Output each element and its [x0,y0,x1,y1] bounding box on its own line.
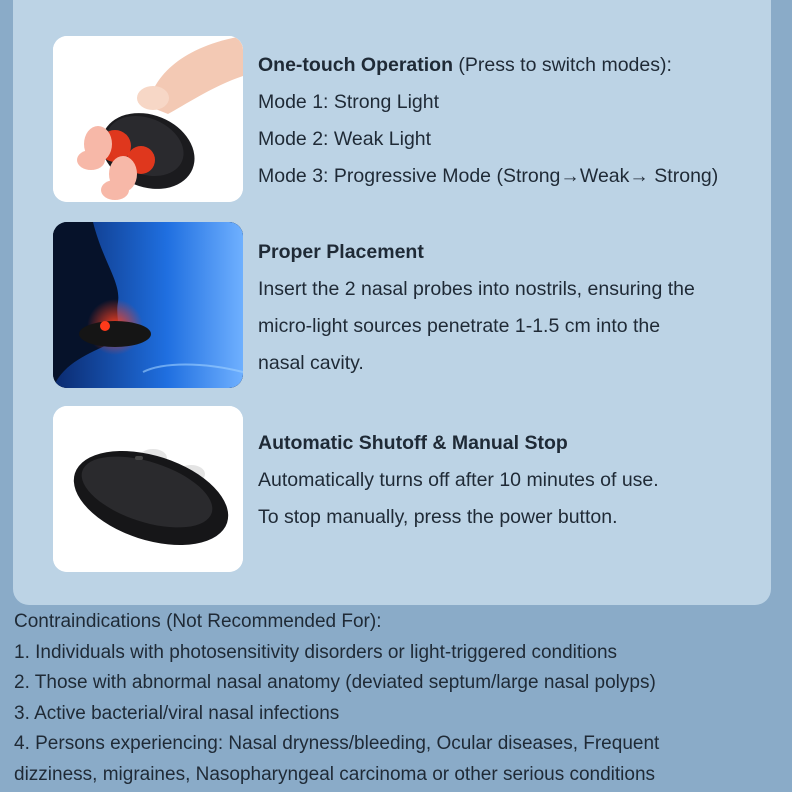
feature-line: To stop manually, press the power button. [258,506,618,528]
list-item: 4. Persons experiencing: Nasal dryness/bleeding, Ocular diseases, Frequent [14,733,660,754]
nose-placement-icon [53,222,243,388]
feature-line: Mode 2: Weak Light [258,128,432,150]
feature-placement-text [258,222,768,382]
feature-title: Automatic Shutoff & Manual Stop [258,432,568,454]
device-icon [53,406,243,572]
feature-title-suffix: (Press to switch modes): [453,54,672,76]
list-item: 3. Active bacterial/viral nasal infections [14,702,340,724]
feature-line: micro-light sources penetrate 1-1.5 cm into the [258,315,661,337]
feature-title-line [258,47,768,84]
list-item: 2. Those with abnormal nasal anatomy (deviated septum/large nasal polyps) [14,672,656,693]
contraindications [14,607,784,790]
feature-line: Mode 3: Progressive Mode (Strong→Weak→ Strong) [258,165,719,187]
contraindications-heading: Contraindications (Not Recommended For): [14,611,382,632]
feature-line: Insert the 2 nasal probes into nostrils, ensuring the [258,278,695,300]
feature-line: Mode 1: Strong Light [258,91,440,113]
list-item: 1. Individuals with photosensitivity disorders or light-triggered conditions [14,641,618,663]
finger-pressing-device-icon [53,36,243,202]
feature-line: nasal cavity. [258,352,364,374]
feature-line: Automatically turns off after 10 minutes of use. [258,469,659,491]
feature-title: Proper Placement [258,241,424,263]
list-item: dizziness, migraines, Nasopharyngeal carcinoma or other serious conditions [14,763,656,785]
feature-title: One-touch Operation [258,54,453,76]
feature-one-touch-text [258,36,768,195]
feature-shutoff-text [258,406,768,536]
